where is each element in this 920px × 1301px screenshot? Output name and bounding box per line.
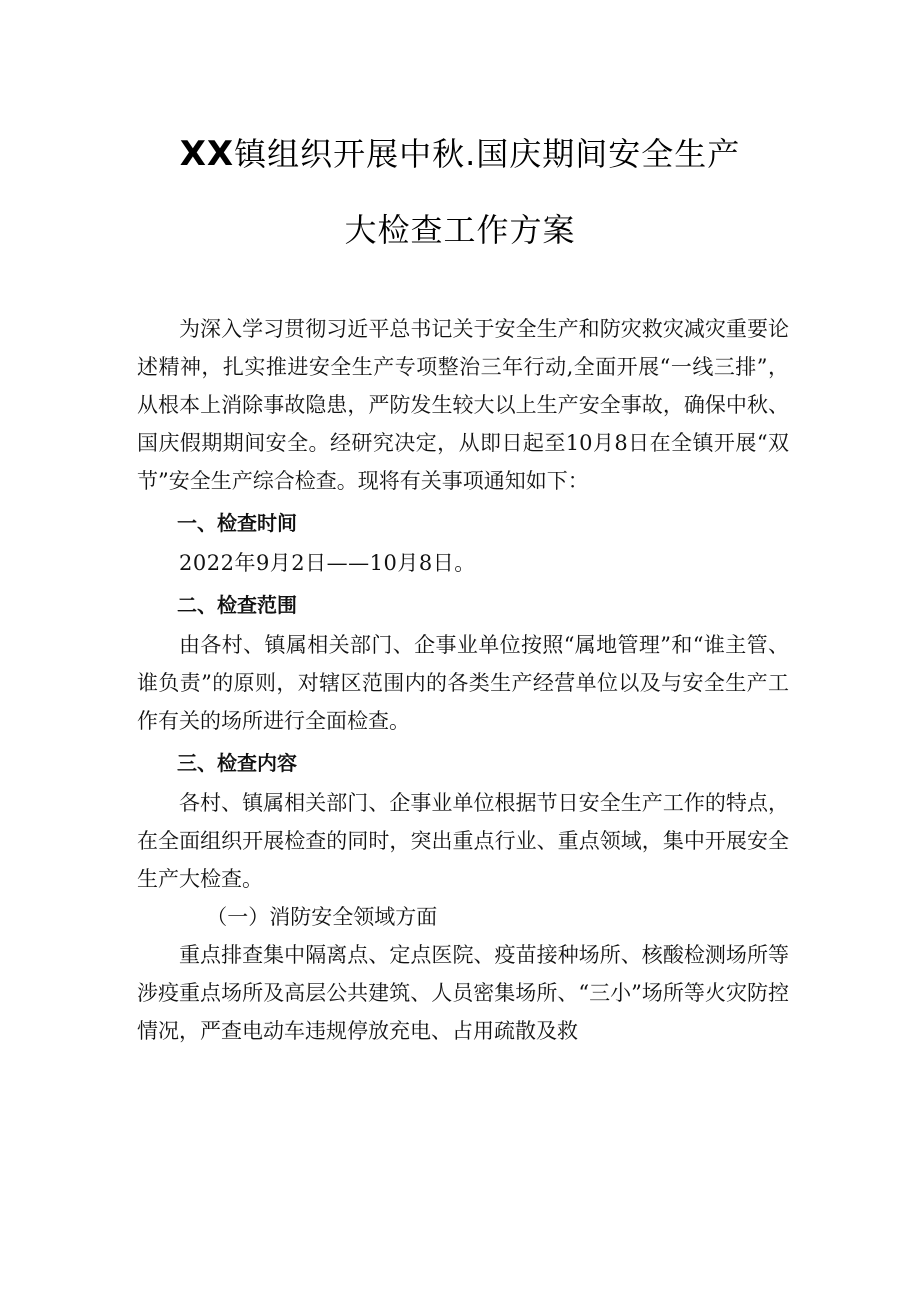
document-title-line2: 大检查工作方案 bbox=[344, 211, 576, 249]
document-body bbox=[137, 310, 789, 1050]
section-text-scope: 由各村、镇属相关部门、企事业单位按照“属地管理”和“谁主管、谁负责”的原则，对辖区范围内的各类生产经营单位以及与安全生产工作有关的场所进行全面检查。 bbox=[137, 633, 789, 733]
section-heading-time: 一、检查时间 bbox=[177, 511, 297, 535]
title-line1-text: 镇组织开展中秋.国庆期间安全生产 bbox=[234, 135, 741, 173]
intro-paragraph: 为深入学习贯彻习近平总书记关于安全生产和防灾救灾减灾重要论述精神，扎实推进安全生产专项整治三年行动,全面开展“一线三排”，从根本上消除事故隐患，严防发生较大以上生产安全事故，确保中秋、国庆假期期间安全。经研究决定，从即日起至10月8日在全镇开展“双节”安全生产综合检查。现将有关事项通知如下： bbox=[137, 317, 789, 493]
section-heading-scope: 二、检查范围 bbox=[177, 593, 297, 617]
section-heading-content: 三、检查内容 bbox=[177, 751, 297, 775]
title-prefix: XX bbox=[179, 134, 235, 174]
section-text-content: 各村、镇属相关部门、企事业单位根据节日安全生产工作的特点，在全面组织开展检查的同时，突出重点行业、重点领域，集中开展安全生产大检查。 bbox=[137, 791, 789, 891]
subsection-heading-fire-safety: （一）消防安全领域方面 bbox=[206, 905, 438, 929]
section-text-time: 2022年9月2日——10月8日。 bbox=[179, 551, 476, 575]
document-title-line1 bbox=[0, 134, 920, 174]
subsection-text-fire-safety: 重点排查集中隔离点、定点医院、疫苗接种场所、核酸检测场所等涉疫重点场所及高层公共建筑、人员密集场所、“三小”场所等火灾防控情况，严查电动车违规停放充电、占用疏散及救 bbox=[137, 943, 789, 1043]
